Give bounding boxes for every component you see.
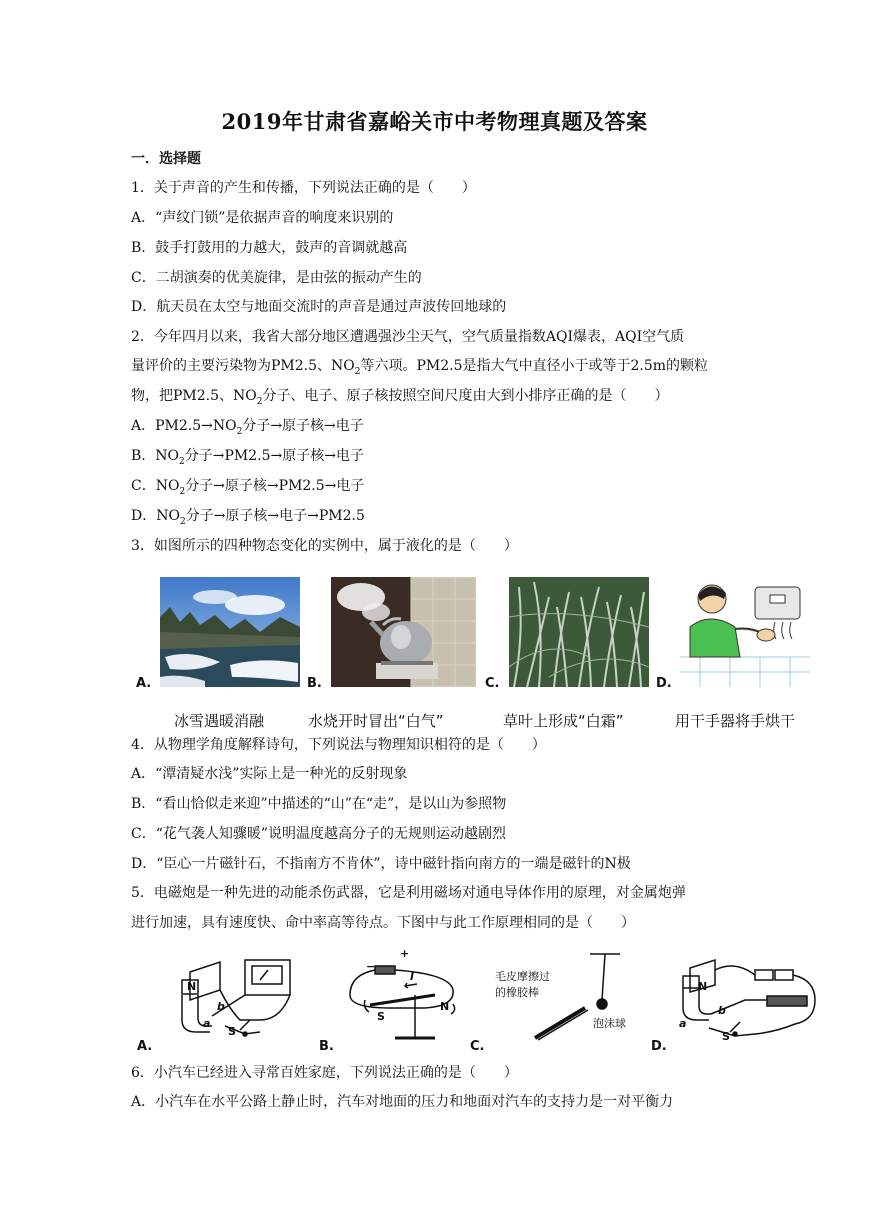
q3-caption-b: 水烧开时冒出“白气” <box>308 712 444 730</box>
q5-stem-line1: 5．电磁炮是一种先进的动能杀伤武器，它是利用磁场对通电导体作用的原理，对金属炮弹 <box>131 885 686 901</box>
q3-caption-a: 冰雪遇暖消融 <box>174 712 265 730</box>
q5-option-c-label: C. <box>470 1039 485 1054</box>
q1-option-a: A．“声纹门锁”是依据声音的响度来识别的 <box>131 210 394 226</box>
q5-option-b-label: B. <box>319 1039 334 1054</box>
q1-stem: 1．关于声音的产生和传播，下列说法正确的是（ ） <box>131 180 476 196</box>
q2-stem-line3: 物，把PM2.5、$NO_2$分子、电子、原子核按照空间尺度由大到小排序正确的是（ ） <box>131 388 669 407</box>
q5-d-a-label: a <box>679 1017 687 1030</box>
q3-photo-a-melting-snow <box>160 577 300 687</box>
q5-diagram-a-generator <box>150 950 300 1045</box>
q6-option-a: A．小汽车在水平公路上静止时，汽车对地面的压力和地面对汽车的支持力是一对平衡力 <box>131 1094 674 1110</box>
q3-photo-c-frost-grass <box>509 577 649 687</box>
q5-b-plus-label: + <box>400 947 410 960</box>
q5-d-b-label: b <box>718 1004 726 1017</box>
q5-a-b-label: b <box>217 1000 225 1013</box>
section-heading: 一．选择题 <box>131 151 201 167</box>
q3-caption-c: 草叶上形成“白霜” <box>503 712 624 730</box>
q2-stem-line1: 2．今年四月以来，我省大部分地区遭遇强沙尘天气，空气质量指数AQI爆表，AQI空气质 <box>131 329 685 345</box>
q3-photo-d-hand-dryer <box>680 577 810 687</box>
q2-option-d: D．$NO_2$分子→原子核→电子→PM2.5 <box>131 508 365 527</box>
q4-option-c: C．“花气袭人知骤暖”说明温度越高分子的无规则运动越剧烈 <box>131 826 507 842</box>
q5-a-a-label: a <box>203 1017 211 1030</box>
q5-diagram-c-charged-rod <box>520 950 650 1045</box>
q1-option-c: C．二胡演奏的优美旋律，是由弦的振动产生的 <box>131 270 422 286</box>
q5-b-minus-label: − <box>366 960 376 973</box>
q2-option-a: A．$PM2.5\to NO_2$分子→原子核→电子 <box>131 418 364 437</box>
q3-stem: 3．如图所示的四种物态变化的实例中，属于液化的是（ ） <box>131 538 518 554</box>
q5-stem-line2: 进行加速，具有速度快、命中率高等待点。下图中与此工作原理相同的是（ ） <box>131 915 635 931</box>
q3-caption-d: 用干手器将手烘干 <box>675 712 796 730</box>
q5-c-rod-label-1: 毛皮摩擦过 <box>495 970 550 983</box>
q3-option-c-label: C. <box>485 676 500 691</box>
q5-c-ball-label: 泡沫球 <box>593 1017 626 1030</box>
q5-option-d-label: D. <box>651 1039 667 1054</box>
q5-b-current-label: I <box>410 970 415 983</box>
page-title: 2019年甘肃省嘉峪关市中考物理真题及答案 <box>221 109 648 134</box>
q1-option-b: B．鼓手打鼓用的力越大，鼓声的音调就越高 <box>131 240 408 256</box>
q5-d-n-label: N <box>698 980 708 993</box>
q4-option-d: D．“臣心一片磁针石，不指南方不肯休”，诗中磁针指向南方的一端是磁针的N极 <box>131 856 631 872</box>
q6-stem: 6．小汽车已经进入寻常百姓家庭，下列说法正确的是（ ） <box>131 1065 518 1081</box>
q3-option-d-label: D. <box>656 676 672 691</box>
q5-b-s-label: S <box>377 1010 385 1023</box>
q1-option-d: D．航天员在太空与地面交流时的声音是通过声波传回地球的 <box>131 299 507 315</box>
q3-option-b-label: B. <box>307 676 322 691</box>
q5-c-rod-label-2: 的橡胶棒 <box>495 986 539 999</box>
q5-a-n-label: N <box>187 980 197 993</box>
q5-diagram-b-compass-wire <box>335 950 465 1045</box>
q4-stem: 4．从物理学角度解释诗句，下列说法与物理知识相符的是（ ） <box>131 737 546 753</box>
q4-option-a: A．“潭清疑水浅”实际上是一种光的反射现象 <box>131 766 408 782</box>
q2-option-c: C．$NO_2$分子→原子核→PM2.5→电子 <box>131 478 365 497</box>
q5-d-s-label: S <box>722 1030 730 1043</box>
q3-option-a-label: A. <box>136 676 152 691</box>
q5-a-s-label: S <box>228 1025 236 1038</box>
q5-b-n-label: N <box>440 1000 450 1013</box>
q4-option-b: B．“看山恰似走来迎”中描述的“山”在“走”，是以山为参照物 <box>131 796 507 812</box>
q2-stem-line2: 量评价的主要污染物为PM2.5、$NO_2$等六项。PM2.5是指大气中直径小于或等于2.5m的颗粒 <box>131 358 709 377</box>
q2-option-b: B．$NO_2$分子→PM2.5→原子核→电子 <box>131 448 364 467</box>
q5-option-a-label: A. <box>137 1039 153 1054</box>
q5-diagram-d-motor <box>675 950 825 1045</box>
q3-photo-b-kettle-steam <box>331 577 476 687</box>
